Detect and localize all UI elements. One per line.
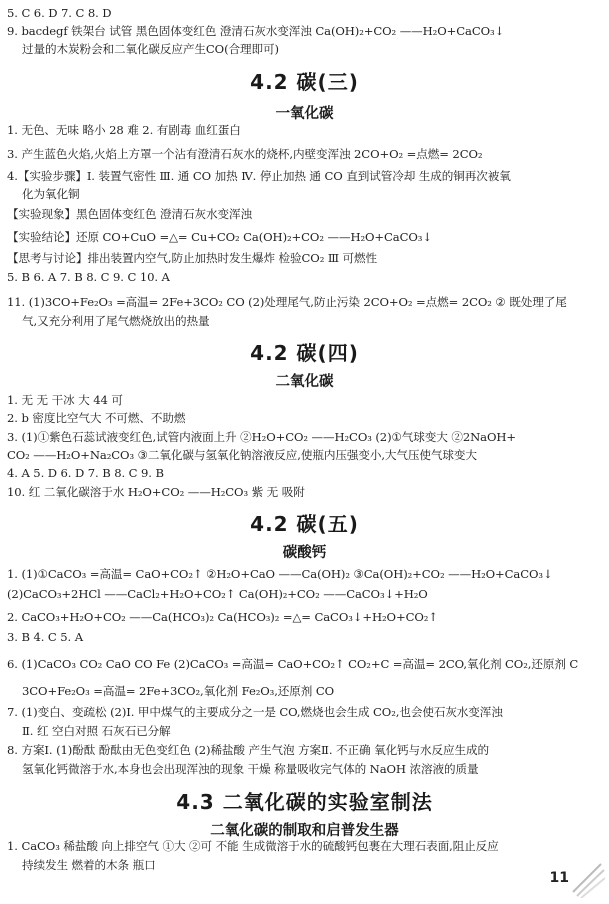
answer-line: 3. B 4. C 5. A	[7, 630, 83, 644]
answer-line: 3. 产生蓝色火焰,火焰上方罩一个沾有澄清石灰水的烧杯,内壁变浑浊 2CO+O₂ =点燃= 2CO₂	[7, 147, 483, 161]
answer-line: 11. (1)3CO+Fe₂O₃ =高温= 2Fe+3CO₂ CO (2)处理尾气,防止污染 2CO+O₂ =点燃= 2CO₂ ② 既处理了尾	[7, 295, 567, 309]
answer-line: 1. CaCO₃ 稀盐酸 向上排空气 ①大 ②可 不能 生成微溶于水的硫酸钙包裹在大理石表面,阻止反应	[7, 839, 499, 853]
answer-line: (2)CaCO₃+2HCl ——CaCl₂+H₂O+CO₂↑ Ca(OH)₂+CO₂ ——CaCO₃↓+H₂O	[7, 587, 428, 601]
answer-line: 4. A 5. D 6. D 7. B 8. C 9. B	[7, 466, 164, 480]
answer-line: 氢氧化钙微溶于水,本身也会出现浑浊的现象 干燥 称量吸收完气体的 NaOH 浓溶液的质量	[22, 762, 479, 776]
answer-line: 6. (1)CaCO₃ CO₂ CaO CO Fe (2)CaCO₃ =高温= CaO+CO₂↑ CO₂+C =高温= 2CO,氧化剂 CO₂,还原剂 C	[7, 657, 579, 671]
section-title: 4.3 二氧化碳的实验室制法	[176, 790, 433, 814]
answer-line: 4.【实验步骤】Ⅰ. 装置气密性 Ⅲ. 通 CO 加热 Ⅳ. 停止加热 通 CO 直到试管冷却 生成的铜再次被氧	[7, 169, 511, 183]
answer-line: 10. 红 二氧化碳溶于水 H₂O+CO₂ ——H₂CO₃ 紫 无 吸附	[7, 485, 305, 499]
answer-line: 2. b 密度比空气大 不可燃、不助燃	[7, 411, 186, 425]
section-subtitle: 一氧化碳	[275, 106, 334, 122]
section-subtitle: 二氧化碳	[275, 374, 334, 390]
section-title: 4.2 碳(五)	[250, 512, 359, 536]
answer-line: 3. (1)①紫色石蕊试液变红色,试管内液面上升 ②H₂O+CO₂ ——H₂CO₃ (2)①气球变大 ②2NaOH+	[7, 430, 517, 444]
answer-line: 【思考与讨论】排出装置内空气,防止加热时发生爆炸 检验CO₂ Ⅲ 可燃性	[7, 251, 377, 265]
answer-line: 1. (1)①CaCO₃ =高温= CaO+CO₂↑ ②H₂O+CaO ——Ca(OH)₂ ③Ca(OH)₂+CO₂ ——H₂O+CaCO₃↓	[7, 567, 553, 581]
answer-line: 1. 无 无 干冰 大 44 可	[7, 393, 123, 407]
corner-ornament-icon	[571, 858, 605, 898]
section-title: 4.2 碳(四)	[250, 341, 359, 365]
page-number: 11	[549, 870, 569, 886]
answer-line: 5. B 6. A 7. B 8. C 9. C 10. A	[7, 270, 170, 284]
section-subtitle: 碳酸钙	[282, 545, 327, 561]
answer-line: 【实验结论】还原 CO+CuO =△= Cu+CO₂ Ca(OH)₂+CO₂ ——H₂O+CaCO₃↓	[7, 230, 432, 244]
answer-line: 3CO+Fe₂O₃ =高温= 2Fe+3CO₂,氧化剂 Fe₂O₃,还原剂 CO	[22, 684, 335, 698]
answer-line: 过量的木炭粉会和二氧化碳反应产生CO(合理即可)	[22, 42, 279, 56]
answer-line: CO₂ ——H₂O+Na₂CO₃ ③二氧化碳与氢氧化钠溶液反应,使瓶内压强变小,大气压使气球变大	[7, 448, 477, 462]
section-subtitle: 二氧化碳的制取和启普发生器	[210, 823, 399, 839]
answer-line: 持续发生 燃着的木条 瓶口	[22, 858, 156, 872]
answer-line: Ⅱ. 红 空白对照 石灰石已分解	[22, 724, 171, 738]
answer-line: 2. CaCO₃+H₂O+CO₂ ——Ca(HCO₃)₂ Ca(HCO₃)₂ =△= CaCO₃↓+H₂O+CO₂↑	[7, 610, 438, 624]
answer-line: 气,又充分利用了尾气燃烧放出的热量	[22, 314, 210, 328]
answer-line: 1. 无色、无味 略小 28 难 2. 有剧毒 血红蛋白	[7, 123, 241, 137]
answer-line: 5. C 6. D 7. C 8. D	[7, 6, 112, 20]
answer-line: 9. bacdegf 铁架台 试管 黑色固体变红色 澄清石灰水变浑浊 Ca(OH)₂+CO₂ ——H₂O+CaCO₃↓	[7, 24, 505, 38]
answer-line: 化为氧化铜	[22, 187, 80, 201]
answer-line: 8. 方案Ⅰ. (1)酚酞 酚酞由无色变红色 (2)稀盐酸 产生气泡 方案Ⅱ. 不正确 氧化钙与水反应生成的	[7, 743, 490, 757]
section-title: 4.2 碳(三)	[250, 70, 359, 94]
answer-line: 7. (1)变白、变疏松 (2)Ⅰ. 甲中煤气的主要成分之一是 CO,燃烧也会生成 CO₂,也会使石灰水变浑浊	[7, 705, 503, 719]
answer-line: 【实验现象】黑色固体变红色 澄清石灰水变浑浊	[7, 207, 252, 221]
